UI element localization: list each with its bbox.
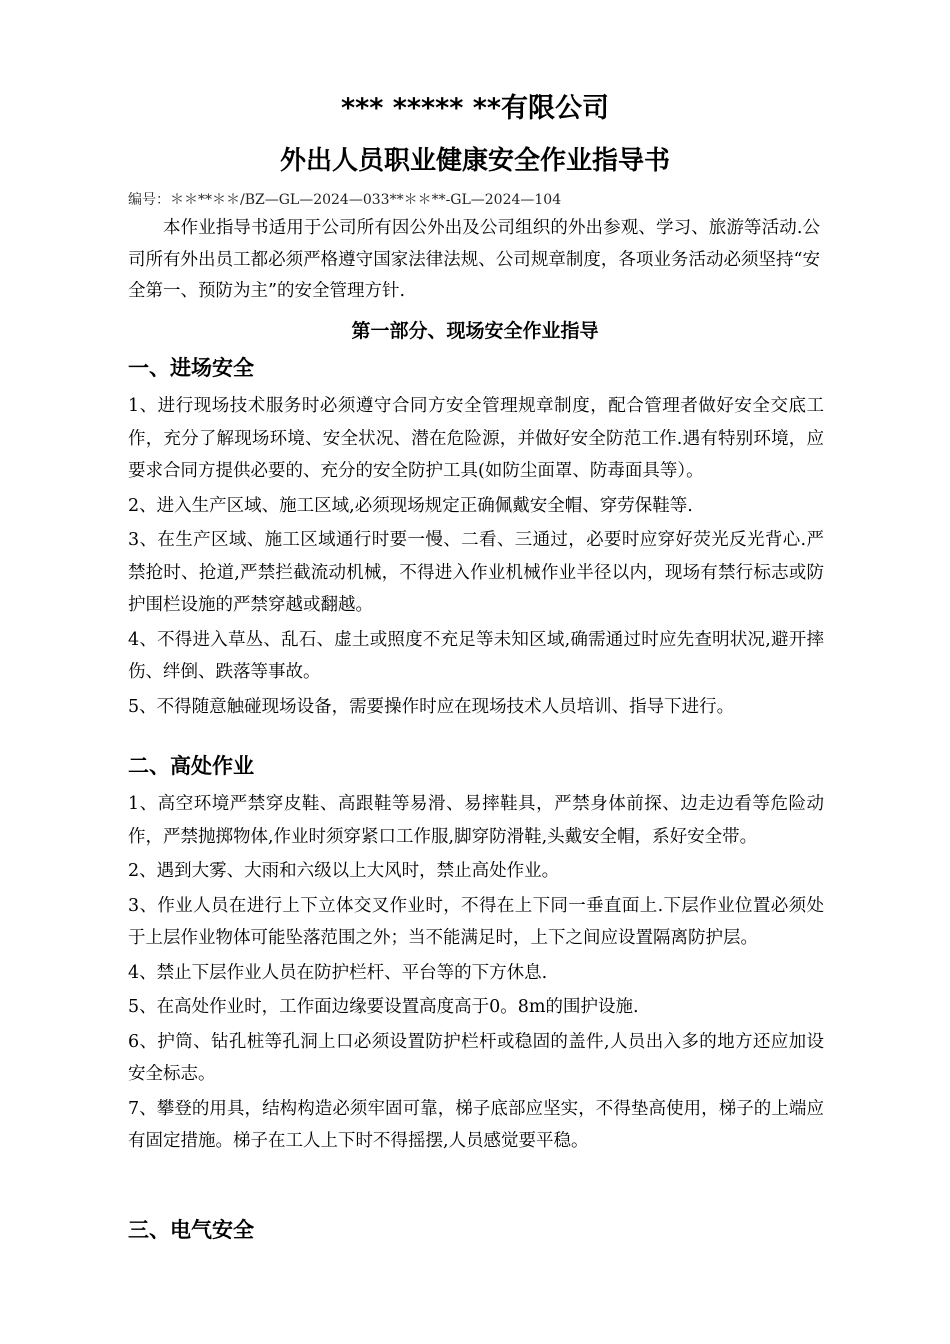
list-item: 2、进入生产区域、施工区域,必须现场规定正确佩戴安全帽、穿劳保鞋等. (128, 495, 693, 516)
list-item: 1、进行现场技术服务时必须遵守合同方安全管理规章制度，配合管理者做好安全交底工作，充分了解现场环境、安全状况、潜在危险源，并做好安全防范工作.遇有特别环境，应要求合同方提供必要的、充分的安全防护工具(如防尘面罩、防毒面具等）。 (128, 396, 824, 481)
list-item: 5、在高处作业时，工作面边缘要设置高度高于0。8m的围护设施. (128, 997, 639, 1017)
section-entry-safety (128, 352, 824, 725)
list-item: 7、攀登的用具，结构构造必须牢固可靠，梯子底部应坚实，不得垫高使用，梯子的上端应有固定措施。梯子在工人上下时不得摇摆,人员感觉要平稳。 (128, 1098, 824, 1151)
list-item: 5、不得随意触碰现场设备，需要操作时应在现场技术人员培训、指导下进行。 (128, 696, 735, 717)
list-item: 2、遇到大雾、大雨和六级以上大风时，禁止高处作业。 (128, 861, 560, 881)
section-height-work (128, 750, 824, 1160)
section-heading: 二、高处作业 (128, 754, 254, 778)
list-item: 4、禁止下层作业人员在防护栏杆、平台等的下方休息. (128, 962, 548, 983)
list-item: 3、在生产区域、施工区域通行时要一慢、二看、三通过，必要时应穿好荧光反光背心.严禁抢时、抢道,严禁拦截流动机械，不得进入作业机械作业半径以内，现场有禁行标志或防护围栏设施的严禁穿越或翻越。 (128, 530, 824, 615)
part-title: 第一部分、现场安全作业指导 (351, 320, 599, 342)
company-name: *** ***** **有限公司 (341, 93, 609, 124)
section-electrical-safety (128, 1214, 824, 1252)
document-number: 编号：＊＊**＊＊/BZ—GL—2024—033**＊＊**-GL—2024—104 (128, 192, 562, 208)
list-item: 6、护筒、钻孔桩等孔洞上口必须设置防护栏杆或稳固的盖件,人员出入多的地方还应加设安全标志。 (128, 1031, 824, 1084)
list-item: 4、不得进入草丛、乱石、虚土或照度不充足等未知区域,确需通过时应先查明状况,避开摔伤、绊倒、跌落等事故。 (128, 629, 824, 682)
intro-paragraph: 本作业指导书适用于公司所有因公外出及公司组织的外出参观、学习、旅游等活动.公司所有外出员工都必须严格遵守国家法律法规、公司规章制度，各项业务活动必须坚持“安全第一、预防为主”的安全管理方针. (128, 218, 820, 301)
document-title: 外出人员职业健康安全作业指导书 (279, 146, 670, 176)
list-item: 1、高空环境严禁穿皮鞋、高跟鞋等易滑、易摔鞋具，严禁身体前探、边走边看等危险动作，严禁抛掷物体,作业时须穿紧口工作服,脚穿防滑鞋,头戴安全帽，系好安全带。 (128, 794, 824, 847)
section-heading: 一、进场安全 (128, 356, 254, 380)
list-item: 3、作业人员在进行上下立体交叉作业时，不得在上下同一垂直面上.下层作业位置必须处于上层作业物体可能坠落范围之外；当不能满足时，上下之间应设置隔离防护层。 (128, 895, 824, 948)
section-heading: 三、电气安全 (128, 1218, 254, 1242)
